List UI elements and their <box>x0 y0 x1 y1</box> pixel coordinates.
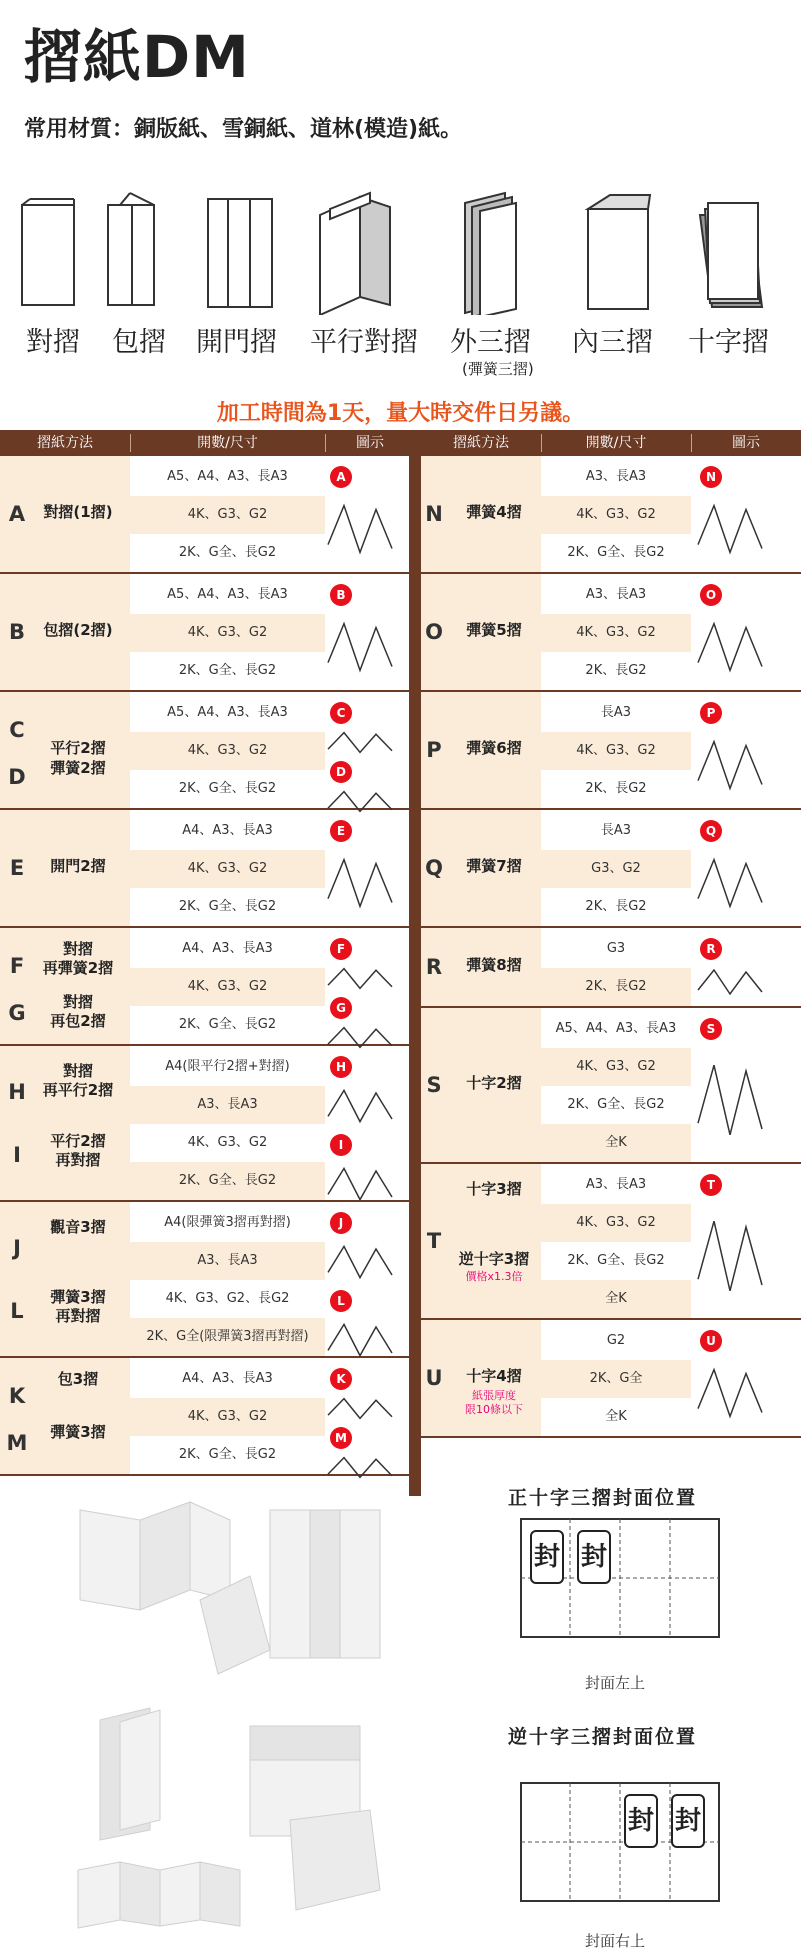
size-cell: G3 <box>606 941 626 956</box>
fold-half-icon <box>22 199 74 305</box>
size-cell: 全K <box>541 1280 691 1318</box>
group-letter: R <box>425 955 443 979</box>
fold-z-icon <box>465 193 516 315</box>
group-letter: L <box>10 1298 24 1323</box>
th-method-right: 摺紙方法 <box>453 435 509 451</box>
group-letter: P <box>426 738 442 762</box>
size-cell: A4、A3、長A3 <box>182 1371 273 1386</box>
fold-gate-icon <box>208 199 272 307</box>
fold-note: (彈簧三摺) <box>462 360 534 378</box>
cover-mark-3: 封 <box>624 1794 658 1848</box>
diagram-badge: C <box>330 702 352 724</box>
folded-paper-photos <box>60 1490 400 1930</box>
materials-subtitle: 常用材質：銅版紙、雪銅紙、道林(模造)紙。 <box>24 117 463 142</box>
fold-wrap-icon <box>108 193 154 305</box>
size-cell: A5、A4、A3、長A3 <box>555 1021 677 1036</box>
table-header <box>0 430 801 456</box>
th-size-left: 開數/尺寸 <box>197 435 258 451</box>
fold-method-price-note: 價格x1.3倍 <box>465 1269 523 1283</box>
fold-method: 彈簧7摺 <box>466 857 522 875</box>
fold-diagram-icon <box>324 1236 400 1288</box>
diagram-badge: O <box>700 584 722 606</box>
page-title: 摺紙DM <box>24 23 250 91</box>
size-cell: 4K、G3、G2 <box>130 968 325 1006</box>
size-cell: 2K、G全、長G2 <box>130 1162 325 1200</box>
size-cell: A5、A4、A3、長A3 <box>167 705 288 720</box>
size-cell: 2K、G全、長G2 <box>567 1253 665 1268</box>
fold-diagram-icon <box>694 608 770 686</box>
th-method-left: 摺紙方法 <box>37 435 93 451</box>
fold-label-half: 對摺 <box>26 327 80 358</box>
size-cell: 4K、G3、G2 <box>130 496 325 534</box>
size-cell: 4K、G3、G2 <box>187 1135 268 1150</box>
fold-method: 對摺(1摺) <box>43 503 113 521</box>
group-letter: Q <box>425 856 443 880</box>
size-cell: A3、長A3 <box>130 1242 325 1280</box>
fold-label-gate: 開門摺 <box>196 327 277 358</box>
fold-method: 包3摺 <box>57 1369 99 1388</box>
size-cell: 2K、G全 <box>541 1360 691 1398</box>
fold-diagram-icon <box>324 608 400 686</box>
fold-diagram-icon <box>694 490 770 568</box>
fold-types-illustration <box>0 185 801 315</box>
fold-method: 開門2摺 <box>50 857 106 875</box>
size-cell: 長A3 <box>600 823 632 838</box>
fold-letter-icon <box>588 195 650 309</box>
diagram-badge: A <box>330 466 352 488</box>
fold-diagram-icon <box>694 1042 770 1158</box>
size-cell: A4、A3、長A3 <box>182 823 273 838</box>
fold-diagram-icon <box>324 1080 400 1132</box>
diagram-badge: R <box>700 938 722 960</box>
grid-title-reverse: 逆十字三摺封面位置 <box>508 1726 698 1748</box>
size-cell: A4(限彈簧3摺再對摺) <box>164 1215 291 1230</box>
group-letter: O <box>425 620 443 644</box>
group-letter: H <box>8 1080 26 1105</box>
fold-diagram-icon <box>694 962 770 1002</box>
diagram-badge: G <box>330 997 352 1019</box>
size-cell: 2K、長G2 <box>585 899 647 914</box>
fold-diagram-icon <box>324 1451 400 1484</box>
table-divider <box>409 456 421 1496</box>
diagram-badge: P <box>700 702 722 724</box>
group-letter: E <box>9 856 25 880</box>
size-cell: A4、A3、長A3 <box>182 941 273 956</box>
diagram-badge: M <box>330 1427 352 1449</box>
size-cell: A5、A4、A3、長A3 <box>167 469 288 484</box>
size-cell: 2K、長G2 <box>541 968 691 1006</box>
fold-diagram-icon <box>324 1392 400 1425</box>
fold-label-cross: 十字摺 <box>688 327 769 358</box>
fold-label-wrap: 包摺 <box>112 327 166 358</box>
fold-method: 十字2摺 <box>466 1074 522 1092</box>
size-cell: 2K、G全、長G2 <box>178 663 277 678</box>
size-cell: 4K、G3、G2 <box>541 614 691 652</box>
size-cell: 2K、G全、長G2 <box>178 1447 277 1462</box>
group-letter: F <box>9 953 25 978</box>
fold-method-note: 紙張厚度 限10條以下 <box>465 1389 523 1417</box>
size-cell: 全K <box>541 1124 691 1162</box>
group-letter: A <box>8 502 26 526</box>
diagram-badge: H <box>330 1056 352 1078</box>
grid-caption-reverse: 封面右上 <box>585 1932 646 1950</box>
size-cell: 4K、G3、G2 <box>130 732 325 770</box>
size-cell: 2K、G全(限彈簧3摺再對摺) <box>130 1318 325 1356</box>
fold-diagram-icon <box>694 1354 770 1432</box>
fold-cross-icon <box>700 203 762 307</box>
fold-method: 觀音3摺 <box>50 1217 106 1236</box>
diagram-badge: Q <box>700 820 722 842</box>
size-cell: 4K、G3、G2 <box>130 1398 325 1436</box>
diagram-badge: T <box>700 1174 722 1196</box>
group-letter: N <box>425 502 443 526</box>
diagram-badge: E <box>330 820 352 842</box>
fold-diagram-icon <box>694 726 770 804</box>
fold-method: 彈簧5摺 <box>466 621 522 639</box>
group-letter: G <box>8 1001 26 1026</box>
fold-method: 十字3摺 <box>466 1179 522 1198</box>
size-cell: 2K、G全、長G2 <box>178 545 277 560</box>
size-cell: 4K、G3、G2 <box>130 850 325 888</box>
size-cell: 全K <box>605 1409 627 1424</box>
fold-label-letter: 內三摺 <box>572 327 653 358</box>
fold-diagram-icon <box>694 1198 770 1314</box>
diagram-badge: J <box>330 1212 352 1234</box>
fold-method-secondary: 對摺 再包2摺 <box>50 992 106 1031</box>
fold-diagram-icon <box>324 844 400 922</box>
th-diagram-left: 圖示 <box>356 435 384 451</box>
size-cell: G3、G2 <box>541 850 691 888</box>
group-letter: D <box>8 765 26 790</box>
fold-method-secondary: 彈簧3摺 <box>50 1422 106 1441</box>
cover-mark-4: 封 <box>671 1794 705 1848</box>
fold-method: 對摺 再平行2摺 <box>42 1061 114 1100</box>
size-cell: 長A3 <box>600 705 632 720</box>
th-diagram-right: 圖示 <box>732 435 760 451</box>
fold-label-z: 外三摺 <box>450 327 531 358</box>
diagram-badge: U <box>700 1330 722 1352</box>
fold-method: 十字4摺 <box>466 1367 522 1385</box>
size-cell: 4K、G3、G2 <box>541 732 691 770</box>
group-letter: I <box>13 1142 21 1167</box>
size-cell: 2K、長G2 <box>585 781 647 796</box>
fold-method: 彈簧6摺 <box>466 739 522 757</box>
size-cell: A3、長A3 <box>585 1177 647 1192</box>
diagram-badge: S <box>700 1018 722 1040</box>
grid-title-forward: 正十字三摺封面位置 <box>508 1487 698 1509</box>
size-cell: 2K、G全、長G2 <box>178 899 277 914</box>
cover-mark-2: 封 <box>577 1530 611 1584</box>
size-cell: 2K、G全、長G2 <box>567 545 665 560</box>
group-letter: T <box>426 1229 442 1253</box>
size-cell: 4K、G3、G2 <box>541 496 691 534</box>
size-cell: A4(限平行2摺+對摺) <box>165 1059 290 1074</box>
group-letter: C <box>9 717 25 742</box>
group-letter: S <box>426 1073 442 1097</box>
size-cell: 2K、G全、長G2 <box>178 1017 277 1032</box>
group-letter: B <box>8 620 25 644</box>
group-letter: U <box>425 1366 443 1390</box>
notice: 加工時間為1天，量大時交件日另議。 <box>216 401 585 426</box>
diagram-badge: I <box>330 1134 352 1156</box>
size-cell: 2K、G全、長G2 <box>567 1097 665 1112</box>
size-cell: 4K、G3、G2 <box>130 614 325 652</box>
group-letter: K <box>8 1383 26 1408</box>
fold-diagram-icon <box>324 962 400 995</box>
size-cell: A3、長A3 <box>130 1086 325 1124</box>
diagram-badge: B <box>330 584 352 606</box>
fold-method: 包摺(2摺) <box>43 621 113 639</box>
group-letter: J <box>13 1236 21 1261</box>
fold-diagram-icon <box>324 490 400 568</box>
diagram-badge: L <box>330 1290 352 1312</box>
fold-double-parallel-icon <box>320 193 390 315</box>
fold-method: 彈簧8摺 <box>466 956 522 974</box>
group-letter: M <box>6 1431 28 1456</box>
fold-diagram-icon <box>694 844 770 922</box>
fold-method-secondary: 平行2摺 再對摺 <box>50 1131 106 1170</box>
size-cell: 4K、G3、G2 <box>541 1048 691 1086</box>
size-cell: A5、A4、A3、長A3 <box>167 587 288 602</box>
cover-mark-1: 封 <box>530 1530 564 1584</box>
fold-method: 平行2摺 彈簧2摺 <box>50 739 106 777</box>
fold-diagram-icon <box>324 726 400 759</box>
fold-label-double-parallel: 平行對摺 <box>310 327 418 358</box>
diagram-badge: F <box>330 938 352 960</box>
size-cell: 4K、G3、G2、長G2 <box>165 1291 290 1306</box>
diagram-badge: N <box>700 466 722 488</box>
fold-method-secondary: 彈簧3摺 再對摺 <box>50 1287 106 1326</box>
fold-method-secondary: 逆十字3摺 <box>458 1249 530 1268</box>
fold-method: 彈簧4摺 <box>466 503 522 521</box>
size-cell: 2K、長G2 <box>585 663 647 678</box>
diagram-badge: K <box>330 1368 352 1390</box>
fold-method: 對摺 再彈簧2摺 <box>42 939 114 978</box>
th-size-right: 開數/尺寸 <box>585 435 647 451</box>
grid-caption-forward: 封面左上 <box>585 1674 646 1692</box>
size-cell: A3、長A3 <box>585 469 647 484</box>
size-cell: G2 <box>606 1333 626 1348</box>
size-cell: 4K、G3、G2 <box>541 1204 691 1242</box>
diagram-badge: D <box>330 761 352 783</box>
size-cell: A3、長A3 <box>585 587 647 602</box>
size-cell: 2K、G全、長G2 <box>178 781 277 796</box>
